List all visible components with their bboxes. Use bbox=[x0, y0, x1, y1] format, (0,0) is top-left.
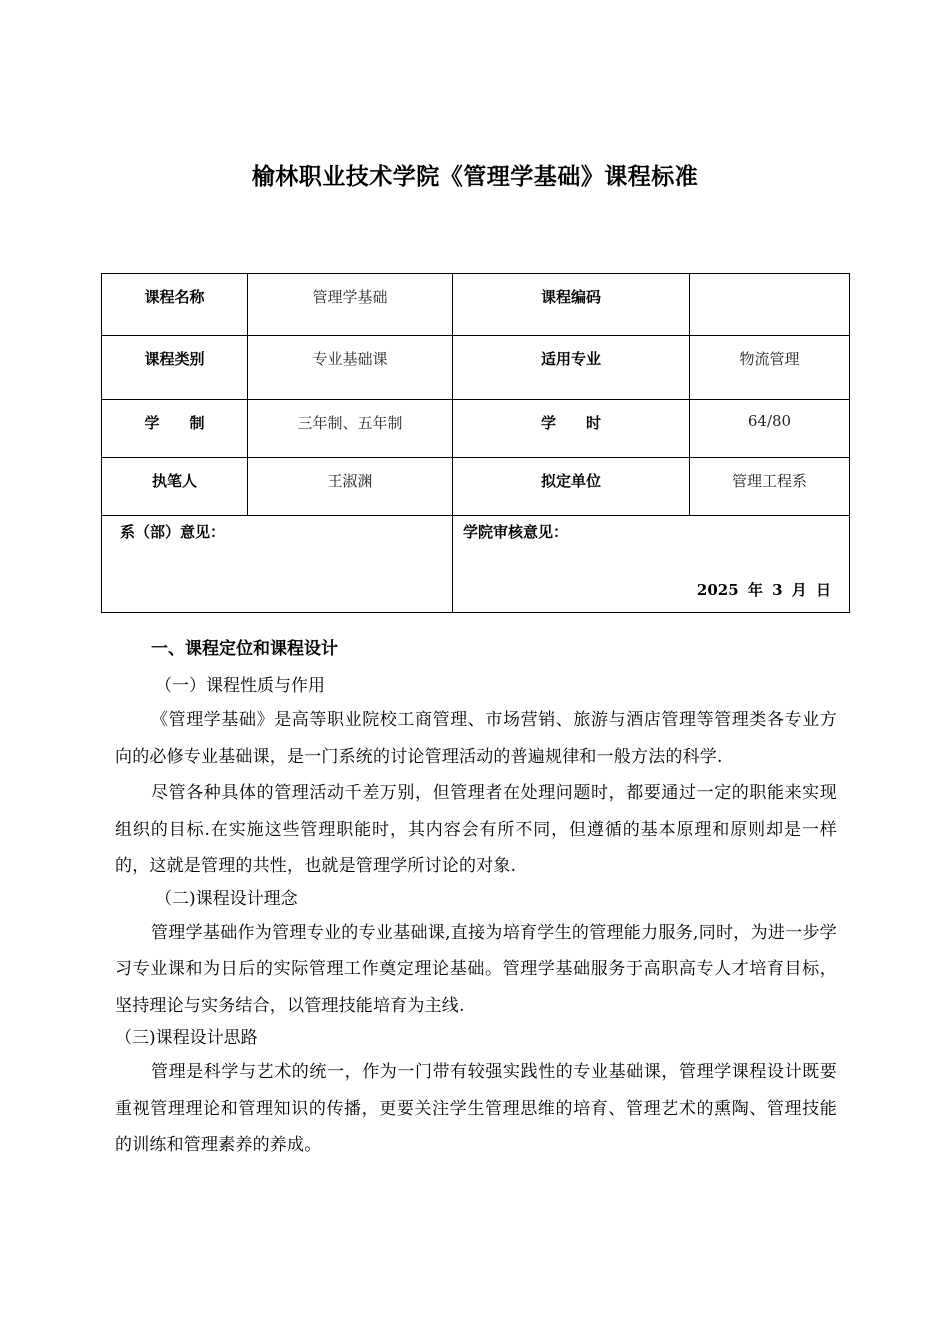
document-body bbox=[115, 636, 837, 1164]
paragraph: 管理学基础作为管理专业的专业基础课,直接为培育学生的管理能力服务,同时，为进一步学习专业课和为日后的实际管理工作奠定理论基础。管理学基础服务于高职高专人才培育目标，坚持理论与实务结合，以管理技能培育为主线. bbox=[115, 922, 837, 1016]
course-code-label: 课程编码 bbox=[453, 274, 690, 336]
table-row bbox=[102, 336, 850, 400]
table-row bbox=[102, 516, 850, 613]
subsection-heading: （一）课程性质与作用 bbox=[155, 676, 325, 696]
table-row bbox=[102, 274, 850, 336]
table-row bbox=[102, 458, 850, 516]
course-info-table bbox=[101, 273, 850, 613]
section-heading: 一、课程定位和课程设计 bbox=[151, 639, 338, 659]
hours-label: 学 时 bbox=[453, 400, 690, 458]
major-value: 物流管理 bbox=[690, 336, 850, 400]
author-value: 王淑渊 bbox=[248, 458, 453, 516]
author-label: 执笔人 bbox=[102, 458, 248, 516]
system-value: 三年制、五年制 bbox=[248, 400, 453, 458]
subsection-heading: （三)课程设计思路 bbox=[115, 1028, 258, 1048]
approval-date: 2025 年 3 月 日 bbox=[696, 581, 831, 599]
course-code-value bbox=[690, 274, 850, 336]
hours-value: 64/80 bbox=[690, 400, 850, 458]
paragraph: 尽管各种具体的管理活动千差万别，但管理者在处理问题时，都要通过一定的职能来实现组织的目标.在实施这些管理职能时，其内容会有所不同，但遵循的基本原理和原则却是一样的，这就是管理的共性，也就是管理学所讨论的对象. bbox=[115, 783, 837, 876]
course-type-label: 课程类别 bbox=[102, 336, 248, 400]
unit-value: 管理工程系 bbox=[690, 458, 850, 516]
major-label: 适用专业 bbox=[453, 336, 690, 400]
course-name-label: 课程名称 bbox=[102, 274, 248, 336]
dept-opinion-cell bbox=[102, 516, 453, 613]
college-opinion-label: 学院审核意见： bbox=[463, 523, 569, 541]
course-type-value: 专业基础课 bbox=[248, 336, 453, 400]
unit-label: 拟定单位 bbox=[453, 458, 690, 516]
document-title: 榆林职业技术学院《管理学基础》课程标准 bbox=[251, 164, 699, 190]
paragraph: 《管理学基础》是高等职业院校工商管理、市场营销、旅游与酒店管理等管理类各专业方向的必修专业基础课，是一门系统的讨论管理活动的普遍规律和一般方法的科学. bbox=[115, 710, 837, 767]
subsection-heading: （二)课程设计理念 bbox=[155, 888, 298, 909]
college-opinion-cell bbox=[453, 516, 850, 613]
paragraph: 管理是科学与艺术的统一，作为一门带有较强实践性的专业基础课，管理学课程设计既要重视管理理论和管理知识的传播，更要关注学生管理思维的培育、管理艺术的熏陶、管理技能的训练和管理素养的养成。 bbox=[115, 1062, 837, 1155]
system-label: 学 制 bbox=[102, 400, 248, 458]
course-name-value: 管理学基础 bbox=[248, 274, 453, 336]
table-row bbox=[102, 400, 850, 458]
dept-opinion-label: 系（部）意见： bbox=[120, 523, 226, 541]
